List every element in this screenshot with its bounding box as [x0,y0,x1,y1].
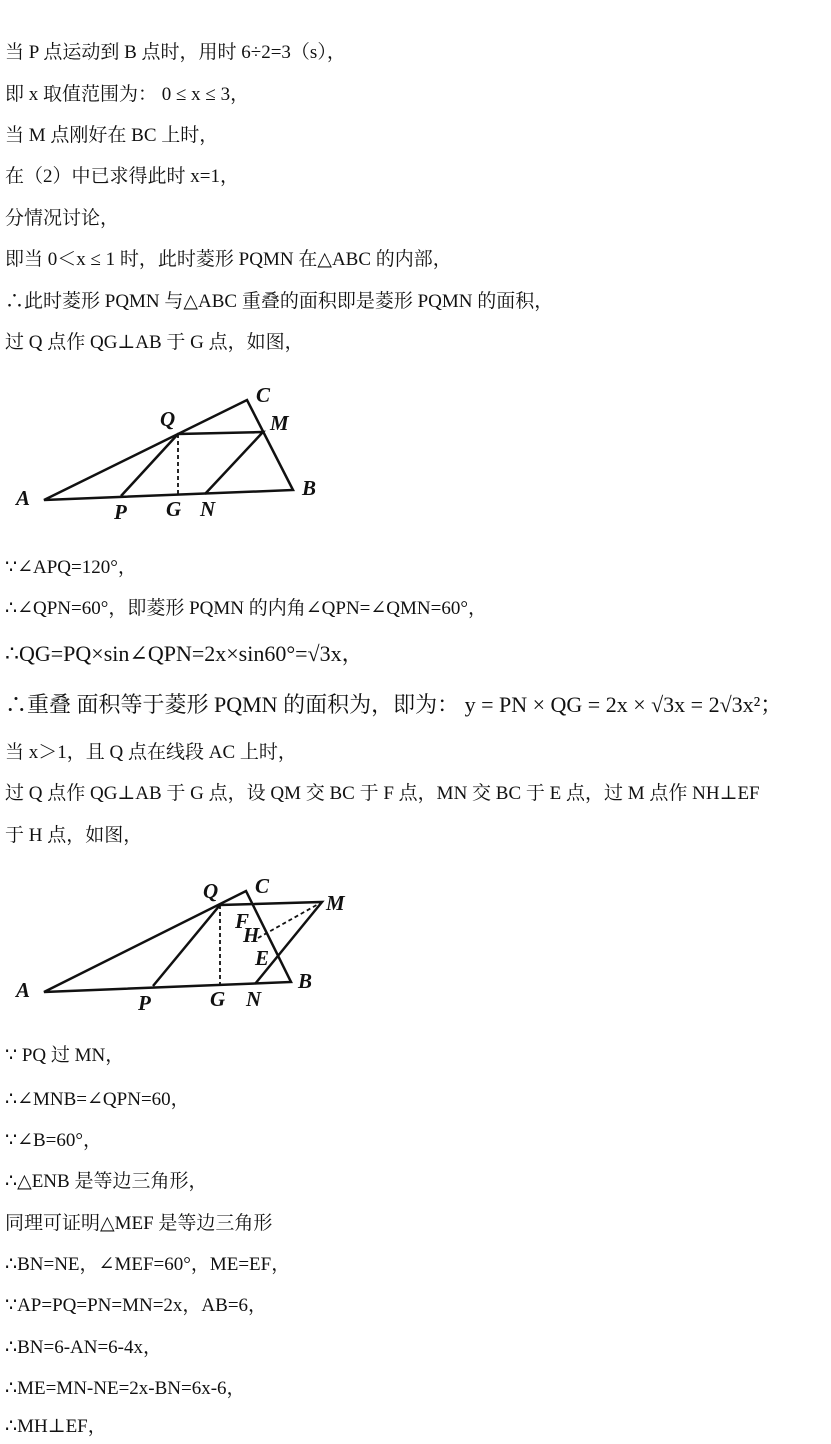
figure-2-overlap-case [0,870,380,1020]
text-line-1: 当 P 点运动到 B 点时，用时 6÷2=3（s）， [5,42,346,63]
text-line-10: ∴∠QPN=60°，即菱形 PQMN 的内角∠QPN=∠QMN=60°， [5,598,487,619]
text-line-13: 当 x＞1，且 Q 点在线段 AC 上时， [5,742,297,763]
text-line-3: 当 M 点刚好在 BC 上时， [5,125,219,146]
label-a: A [16,978,31,1002]
figure-1-rhombus-inside-triangle [0,380,360,530]
label-b: B [302,476,317,500]
text-line-6: 即当 0＜x ≤ 1 时，此时菱形 PQMN 在△ABC 的内部， [5,249,452,270]
text-line-5: 分情况讨论， [5,208,120,229]
text-line-18: ∵∠B=60°， [5,1130,102,1151]
label-a: A [16,486,31,510]
figure-2-lines [44,891,322,992]
label-c: C [255,874,270,898]
label-p: P [138,991,151,1015]
text-line-12: ∴重叠 面积等于菱形 PQMN 的面积为，即为： y = PN × QG = 2x × √3x = 2√3x²； [5,692,783,717]
text-line-16: ∵ PQ 过 MN， [5,1045,125,1066]
text-line-22: ∵AP=PQ=PN=MN=2x，AB=6， [5,1295,268,1316]
text-line-2: 即 x 取值范围为： 0 ≤ x ≤ 3， [5,84,250,105]
label-c: C [256,383,271,407]
rhombus-pqmn [121,432,263,496]
text-line-19: ∴△ENB 是等边三角形， [5,1171,208,1192]
text-line-14: 过 Q 点作 QG⊥AB 于 G 点，设 QM 交 BC 于 F 点，MN 交 BC 于 E 点，过 M 点作 NH⊥EF [5,783,760,804]
text-line-23: ∴BN=6-AN=6-4x， [5,1337,163,1358]
text-line-21: ∴BN=NE，∠MEF=60°，ME=EF， [5,1254,291,1275]
text-line-9: ∵∠APQ=120°， [5,557,137,578]
label-e: E [255,946,270,970]
text-line-7: ∴此时菱形 PQMN 与△ABC 重叠的面积即是菱形 PQMN 的面积， [5,291,554,312]
label-f: F [235,909,250,933]
label-n: N [246,987,262,1011]
text-line-24: ∴ME=MN-NE=2x-BN=6x-6， [5,1378,246,1399]
label-b: B [298,969,313,993]
label-m: M [326,891,345,915]
text-line-8: 过 Q 点作 QG⊥AB 于 G 点，如图， [5,332,304,353]
text-line-25: ∴MH⊥EF， [5,1416,107,1437]
label-n: N [200,497,216,521]
label-h: H [243,923,260,947]
text-line-17: ∴∠MNB=∠QPN=60， [5,1089,190,1110]
text-line-15: 于 H 点，如图， [5,825,143,846]
label-q: Q [160,407,176,431]
label-g: G [210,987,226,1011]
text-line-11: ∴QG=PQ×sin∠QPN=2x×sin60°=√3x， [5,641,364,666]
label-p: P [114,500,127,524]
label-q: Q [203,879,219,903]
label-g: G [166,497,182,521]
text-line-4: 在（2）中已求得此时 x=1， [5,166,239,187]
text-line-20: 同理可证明△MEF 是等边三角形 [5,1213,273,1234]
label-m: M [270,411,289,435]
